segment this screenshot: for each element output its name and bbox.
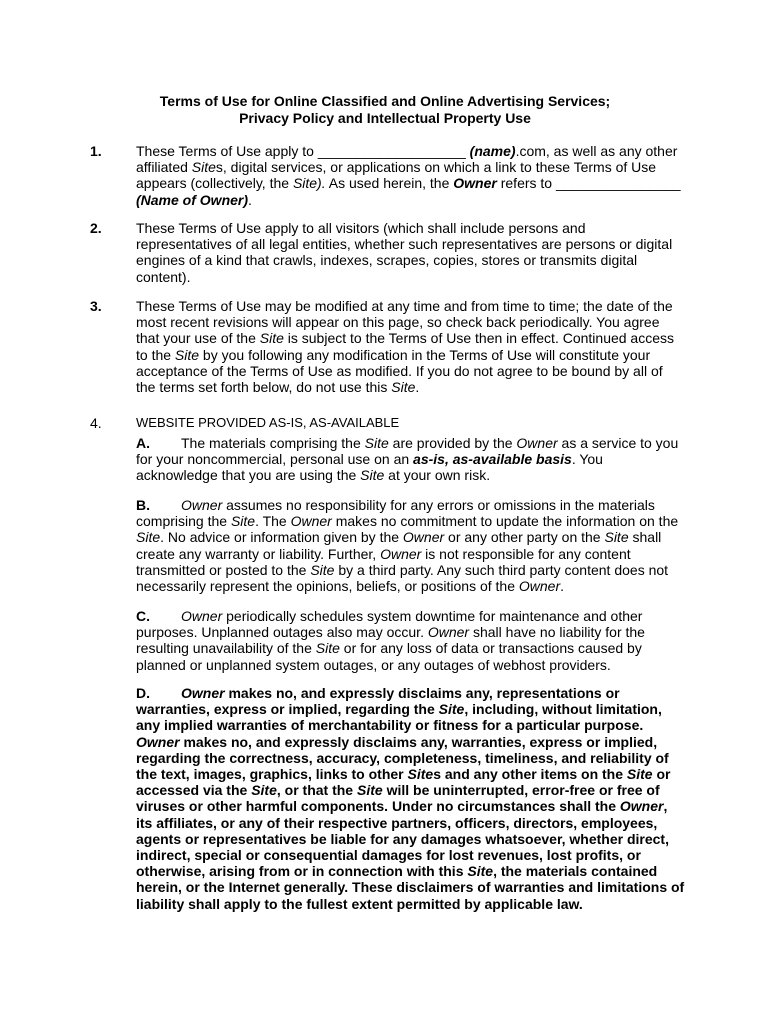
text-line: These Terms of Use may be modified at any time and from time to time; the date of the bbox=[136, 298, 673, 314]
text-line: the terms set forth below, do not use this Site. bbox=[136, 379, 420, 396]
text-line: representatives of all legal entities, whether such representatives are persons or digital bbox=[136, 236, 673, 253]
text-line: (Name of Owner). bbox=[136, 191, 252, 208]
text-line: that your use of the Site is subject to the Terms of Use then in effect. Continued access bbox=[136, 330, 675, 347]
subsection-b-text bbox=[136, 497, 686, 594]
text-line: accessed via the Site, or that the Site will be uninterrupted, error-free or free of bbox=[136, 782, 660, 799]
text-line: purposes. Unplanned outages also may occur. Owner shall have no liability for the bbox=[136, 624, 645, 641]
text-line: its affiliates, or any of their respective partners, officers, directors, employees, bbox=[136, 814, 658, 831]
subsection-a-text bbox=[136, 435, 686, 484]
text-line: resulting unavailability of the Site or for any loss of data or transactions caused by bbox=[136, 640, 642, 657]
text-line: regarding the correctness, accuracy, completeness, timeliness, and reliability of bbox=[136, 749, 669, 766]
text-line: Site. No advice or information given by the Owner or any other party on the Site shall bbox=[136, 529, 662, 546]
subsection-label: D. bbox=[136, 685, 150, 701]
document-title bbox=[0, 93, 770, 127]
text-line: affiliated Sites, digital services, or applications on which a link to these Terms of Use bbox=[136, 159, 657, 176]
text-line: planned or unplanned system outages, or any outages of webhost providers. bbox=[136, 656, 611, 673]
text-line: acknowledge that you are using the Site at your own risk. bbox=[136, 467, 491, 484]
text-line: appears (collectively, the Site). As used herein, the Owner refers to ________________ bbox=[136, 175, 681, 192]
section-1-text bbox=[136, 143, 686, 208]
text-line: liability shall apply to the fullest extent permitted by applicable law. bbox=[136, 895, 583, 912]
section-4-heading: WEBSITE PROVIDED AS-IS, AS-AVAILABLE bbox=[136, 415, 400, 430]
text-line: content). bbox=[136, 268, 191, 285]
text-line: to the Site by you following any modification in the Terms of Use will constitute your bbox=[136, 346, 651, 363]
text-line: comprising the Site. The Owner makes no commitment to update the information on the bbox=[136, 513, 679, 530]
text-line: C. Owner periodically schedules system downtime for maintenance and other bbox=[136, 608, 643, 624]
text-line: any implied warranties of merchantability or fitness for a particular purpose. bbox=[136, 717, 644, 734]
text-line: These Terms of Use apply to ___________________ (name).com, as well as any other bbox=[136, 143, 678, 159]
text-line: These Terms of Use apply to all visitors (which shall include persons and bbox=[136, 220, 586, 236]
text-line: acceptance of the Terms of Use as modified. If you do not agree to be bound by all of bbox=[136, 362, 663, 379]
text-line: necessarily represent the opinions, beliefs, or positions of the Owner. bbox=[136, 578, 565, 595]
section-3-text bbox=[136, 298, 686, 395]
text-line: D. Owner makes no, and expressly disclaims any, representations or bbox=[136, 685, 620, 701]
title-line-2: Privacy Policy and Intellectual Property Use bbox=[239, 110, 531, 126]
subsection-d-text bbox=[136, 685, 686, 912]
section-number: 4. bbox=[90, 415, 102, 431]
text-line: viruses or other harmful components. Under no circumstances shall the Owner, bbox=[136, 798, 668, 815]
text-line: transmitted or posted to the Site by a third party. Any such third party content does not bbox=[136, 561, 669, 578]
text-line: most recent revisions will appear on this page, so check back periodically. You agree bbox=[136, 314, 660, 331]
text-line: the text, images, graphics, links to other Sites and any other items on the Site or bbox=[136, 766, 671, 783]
text-line: Owner makes no, and expressly disclaims any, warranties, express or implied, bbox=[136, 733, 658, 750]
text-line: create any warranty or liability. Further, Owner is not responsible for any content bbox=[136, 545, 631, 562]
text-line: warranties, express or implied, regarding the Site, including, without limitation, bbox=[136, 701, 662, 718]
title-line-1: Terms of Use for Online Classified and Online Advertising Services; bbox=[159, 93, 611, 109]
section-number: 1. bbox=[90, 143, 102, 159]
section-number: 3. bbox=[90, 298, 102, 314]
section-number: 2. bbox=[90, 220, 102, 236]
subsection-label: A. bbox=[136, 435, 150, 451]
subsection-label: C. bbox=[136, 608, 150, 624]
text-line: otherwise, arising from or in connection with this Site, the materials contained bbox=[136, 863, 658, 880]
text-line: agents or representatives be liable for any damages whatsoever, whether direct, bbox=[136, 830, 669, 847]
text-line: for your noncommercial, personal use on an as-is, as-available basis. You bbox=[136, 451, 603, 468]
text-line: B. Owner assumes no responsibility for any errors or omissions in the materials bbox=[136, 497, 655, 513]
text-line: engines of a kind that crawls, indexes, scrapes, copies, stores or transmits digital bbox=[136, 252, 638, 269]
text-line: A. The materials comprising the Site are provided by the Owner as a service to you bbox=[136, 435, 679, 451]
subsection-label: B. bbox=[136, 497, 150, 513]
section-2-text bbox=[136, 220, 686, 285]
subsection-c-text bbox=[136, 608, 686, 673]
text-line: indirect, special or consequential damages for lost revenues, lost profits, or bbox=[136, 847, 641, 864]
text-line: herein, or the Internet generally. These disclaimers of warranties and limitations of bbox=[136, 879, 685, 896]
